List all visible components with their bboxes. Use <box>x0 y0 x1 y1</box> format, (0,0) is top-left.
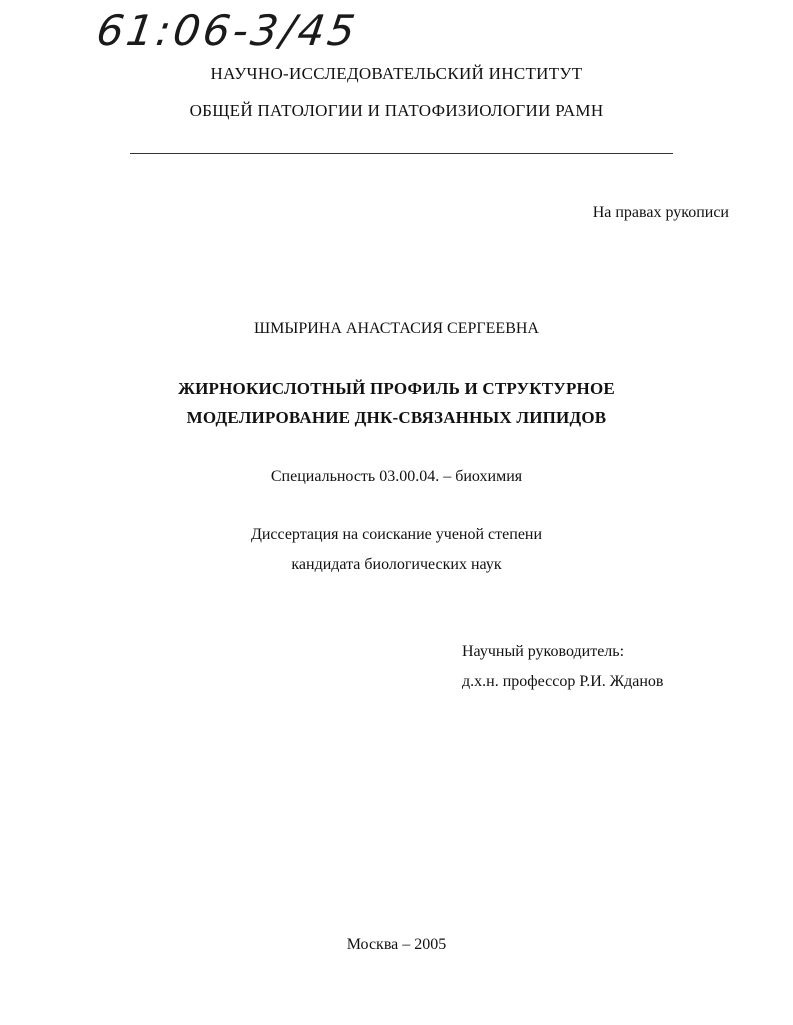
degree-line1: Диссертация на соискание ученой степени <box>250 526 543 543</box>
thesis-title-line2: МОДЕЛИРОВАНИЕ ДНК-СВЯЗАННЫХ ЛИПИДОВ <box>186 408 607 427</box>
handwritten-registration-number: 61:06-3/45 <box>93 6 361 55</box>
institute-name-line2: ОБЩЕЙ ПАТОЛОГИИ И ПАТОФИЗИОЛОГИИ РАМН <box>189 101 604 120</box>
header-divider <box>130 153 673 154</box>
place-and-year: Москва – 2005 <box>346 936 447 953</box>
specialty: Специальность 03.00.04. – биохимия <box>270 468 523 485</box>
thesis-title-line1: ЖИРНОКИСЛОТНЫЙ ПРОФИЛЬ И СТРУКТУРНОЕ <box>178 379 615 398</box>
manuscript-rights-note: На правах рукописи <box>592 204 729 221</box>
institute-name-line1: НАУЧНО-ИССЛЕДОВАТЕЛЬСКИЙ ИНСТИТУТ <box>210 64 583 83</box>
degree-line2: кандидата биологических наук <box>291 556 502 573</box>
author-name: ШМЫРИНА АНАСТАСИЯ СЕРГЕЕВНА <box>254 320 539 337</box>
supervisor-name: д.х.н. профессор Р.И. Жданов <box>462 673 664 690</box>
supervisor-label: Научный руководитель: <box>462 643 625 660</box>
